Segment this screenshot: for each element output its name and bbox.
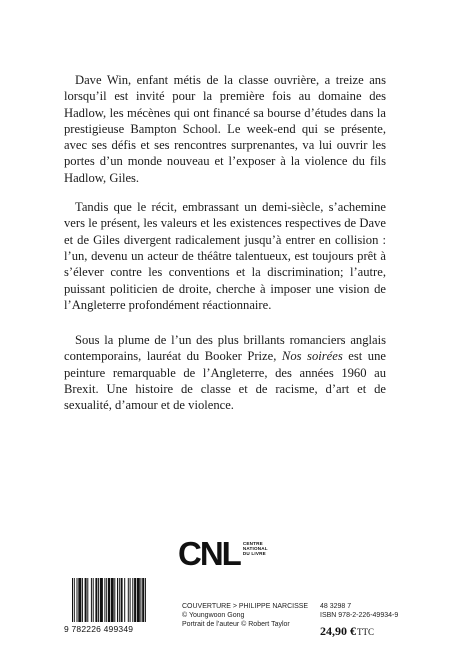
cnl-logo-line: NATIONAL [242,546,268,551]
portrait-credit: Portrait de l’auteur © Robert Taylor [182,621,290,628]
barcode-bar [119,578,120,622]
cnl-logo-subtitle [243,541,268,556]
barcode-bar [78,578,81,622]
blurb-paragraph-2: Tandis que le récit, embrassant un demi-siècle, s’achemine vers le présent, les valeurs et les existences respectives de Dave et de Giles divergent radicalement jusqu’à entrer en collision : l’un, devenu un acteur de théâtre talentueux, est toujours prêt à s’élever contre les conventions et la discrimination; l’autre, puissant politicien de droite, cherche à imposer une vision de l’Angleterre profondément réactionnaire. [64,200,386,312]
barcode-bar [108,578,110,622]
credits [182,602,332,629]
barcode-bar [82,578,83,622]
publication-info [320,602,440,620]
price-suffix: TTC [357,627,374,637]
barcode-bar [77,578,78,622]
cnl-logo-line: DU LIVRE [242,551,266,556]
blurb-paragraph-3-after: est une peinture remarquable de l’Angleterre, des années 1960 au Brexit. Une histoire de classe et de racisme, d’art et de sexualité, d’amour et de violence. [64,349,386,413]
blurb [64,72,386,427]
barcode-bar [95,578,97,622]
barcode-bar [87,578,88,622]
isbn: ISBN 978-2-226-49934-9 [320,612,399,619]
barcode-bar [114,578,115,622]
barcode-bar [121,578,123,622]
barcode-bar [72,578,73,622]
blurb-paragraph-3-before: Sous la plume de l’un des plus brillants romanciers anglais contemporains, lauréat du Booker Prize, [64,333,386,364]
blurb-paragraph-3 [64,332,386,413]
barcode-bar [142,578,144,622]
barcode-bar [104,578,105,622]
cnl-logo [178,537,268,570]
book-title: Nos soirées [281,349,343,364]
barcode-bar [91,578,92,622]
barcode-bar [98,578,99,622]
cnl-logo-mark: CNL [178,535,240,572]
barcode-bar [106,578,107,622]
barcode-bar [145,578,146,622]
price [320,624,374,639]
catalog-code: 48 3298 7 [320,603,352,610]
barcode-bar [134,578,136,622]
barcode-bar [74,578,75,622]
barcode-bar [124,578,125,622]
barcode-bar [117,578,118,622]
barcode [64,578,165,640]
cnl-logo-line: CENTRE [242,541,263,546]
barcode-bar [130,578,131,622]
barcode-bar [93,578,94,622]
barcode-bar [137,578,140,622]
barcode-bars [72,578,164,624]
barcode-bar [85,578,87,622]
barcode-bar [111,578,114,622]
barcode-bar [100,578,103,622]
barcode-digits: 9 782226 499349 [64,624,134,634]
photo-credit: © Youngwoon Gong [182,612,245,619]
barcode-bar [128,578,129,622]
blurb-paragraph-1: Dave Win, enfant métis de la classe ouvrière, a treize ans lorsqu’il est invité pour la première fois au domaine des Hadlow, les mécènes qui ont financé sa bourse d’études dans la prestigieuse Bampton School. Le week-end qui se présente, avec ses défis et ses rencontres surprenantes, va lui ouvrir les portes d’un monde nouveau et l’exposer à la violence du fils Hadlow, Giles. [64,73,386,185]
barcode-bar [140,578,141,622]
price-value: 24,90 € [320,624,356,638]
barcode-bar [132,578,133,622]
cover-credit: COUVERTURE > PHILIPPE NARCISSE [182,603,309,610]
